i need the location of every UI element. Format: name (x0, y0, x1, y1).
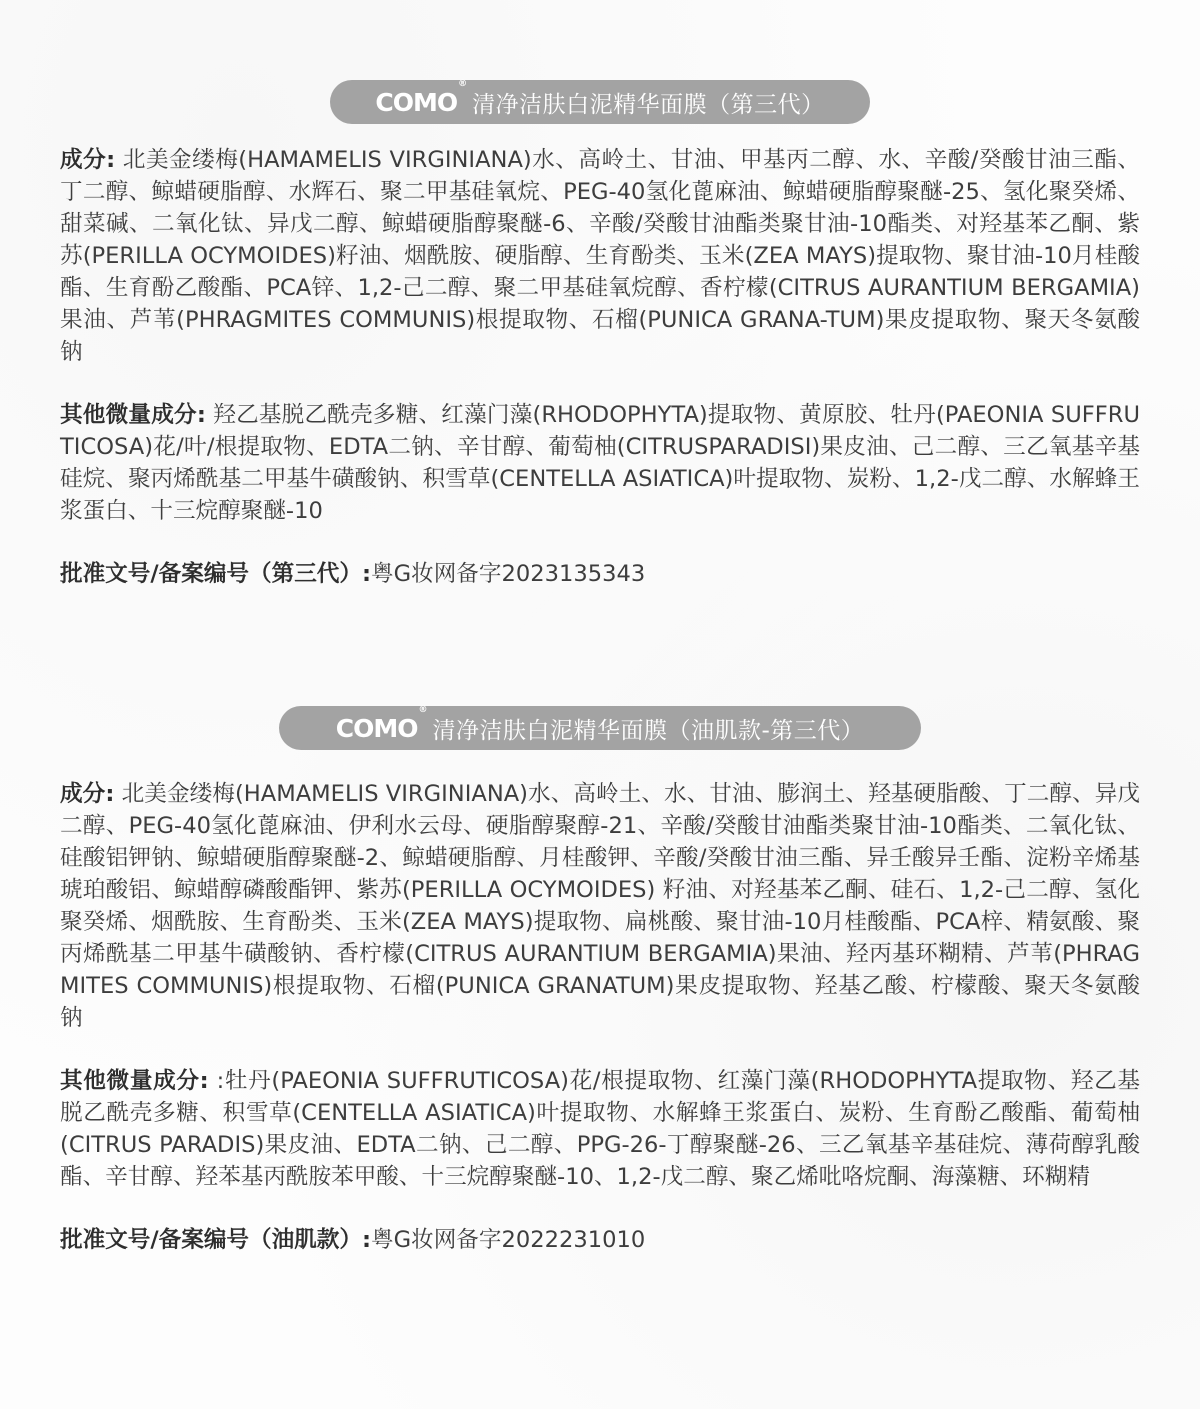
registration-paragraph (60, 1224, 1140, 1256)
product-section-2 (60, 706, 1140, 1256)
brand-logo-text: COMO (375, 87, 458, 117)
registered-mark: ® (458, 78, 467, 89)
product-section-1 (60, 80, 1140, 590)
product-title: 清净洁肤白泥精华面膜（油肌款-第三代） (432, 717, 865, 744)
trace-ingredients-label: 其他微量成分: (60, 402, 206, 428)
registration-number: 粤G妆网备字2022231010 (371, 1227, 646, 1253)
trace-ingredients-text: 羟乙基脱乙酰壳多糖、红藻门藻(RHODOPHYTA)提取物、黄原胶、牡丹(PAEONIA SUFFRUTICOSA)花/叶/根提取物、EDTA二钠、辛甘醇、葡萄柚(CITRUSPARADISI)果皮油、己二醇、三乙氧基辛基硅烷、聚丙烯酰基二甲基牛磺酸钠、积雪草(CENTELLA ASIATICA)叶提取物、炭粉、1,2-戊二醇、水解蜂王浆蛋白、十三烷醇聚醚-10 (60, 402, 1140, 524)
registration-number: 粤G妆网备字2023135343 (371, 561, 646, 587)
trace-ingredients-text: :牡丹(PAEONIA SUFFRUTICOSA)花/根提取物、红藻门藻(RHODOPHYTA提取物、羟乙基脱乙酰壳多糖、积雪草(CENTELLA ASIATICA)叶提取物、水解蜂王浆蛋白、炭粉、生育酚乙酸酯、葡萄柚(CITRUS PARADIS)果皮油、EDTA二钠、己二醇、PPG-26-丁醇聚醚-26、三乙氧基辛基硅烷、薄荷醇乳酸酯、辛甘醇、羟苯基丙酰胺苯甲酸、十三烷醇聚醚-10、1,2-戊二醇、聚乙烯吡咯烷酮、海藻糖、环糊精 (60, 1068, 1140, 1190)
ingredients-paragraph (60, 144, 1140, 368)
registration-label: 批准文号/备案编号（第三代）: (60, 561, 372, 587)
ingredients-label: 成分: (60, 781, 115, 807)
brand-logo (375, 78, 470, 117)
registration-label: 批准文号/备案编号（油肌款）: (60, 1227, 372, 1253)
trace-ingredients-paragraph (60, 1065, 1140, 1193)
ingredients-text: 北美金缕梅(HAMAMELIS VIRGINIANA)水、高岭土、水、甘油、膨润土、羟基硬脂酸、丁二醇、异戊二醇、PEG-40氢化蓖麻油、伊利水云母、硬脂醇聚醇-21、辛酸/癸酸甘油酯类聚甘油-10酯类、二氧化钛、硅酸铝钾钠、鲸蜡硬脂醇聚醚-2、鲸蜡硬脂醇、月桂酸钾、辛酸/癸酸甘油三酯、异壬酸异壬酯、淀粉辛烯基琥珀酸铝、鲸蜡醇磷酸酯钾、紫苏(PERILLA OCYMOIDES) 籽油、对羟基苯乙酮、硅石、1,2-己二醇、氢化聚癸烯、烟酰胺、生育酚类、玉米(ZEA MAYS)提取物、扁桃酸、聚甘油-10月桂酸酯、PCA梓、精氨酸、聚丙烯酰基二甲基牛磺酸钠、香柠檬(CITRUS AURANTIUM BERGAMIA)果油、羟丙基环糊精、芦苇(PHRAGMITES COMMUNIS)根提取物、石榴(PUNICA GRANATUM)果皮提取物、羟基乙酸、柠檬酸、聚天冬氨酸钠 (60, 781, 1140, 1031)
brand-logo (335, 704, 431, 743)
registration-paragraph (60, 558, 1140, 590)
ingredients-text: 北美金缕梅(HAMAMELIS VIRGINIANA)水、高岭土、甘油、甲基丙二醇、水、辛酸/癸酸甘油三酯、丁二醇、鲸蜡硬脂醇、水辉石、聚二甲基硅氧烷、PEG-40氢化蓖麻油、鲸蜡硬脂醇聚醚-25、氢化聚癸烯、甜菜碱、二氧化钛、异戊二醇、鲸蜡硬脂醇聚醚-6、辛酸/癸酸甘油酯类聚甘油-10酯类、对羟基苯乙酮、紫苏(PERILLA OCYMOIDES)籽油、烟酰胺、硬脂醇、生育酚类、玉米(ZEA MAYS)提取物、聚甘油-10月桂酸酯、生育酚乙酸酯、PCA锌、1,2-己二醇、聚二甲基硅氧烷醇、香柠檬(CITRUS AURANTIUM BERGAMIA)果油、芦苇(PHRAGMITES COMMUNIS)根提取物、石榴(PUNICA GRANA-TUM)果皮提取物、聚天冬氨酸钠 (60, 147, 1140, 365)
trace-ingredients-paragraph (60, 399, 1140, 527)
ingredients-paragraph (60, 778, 1140, 1034)
trace-ingredients-label: 其他微量成分: (60, 1068, 209, 1094)
product-title-banner (279, 706, 921, 750)
ingredients-label: 成分: (60, 147, 116, 173)
brand-logo-text: COMO (335, 713, 418, 743)
product-title: 清净洁肤白泥精华面膜（第三代） (472, 91, 825, 118)
product-title-banner (330, 80, 870, 124)
registered-mark: ® (418, 704, 427, 715)
